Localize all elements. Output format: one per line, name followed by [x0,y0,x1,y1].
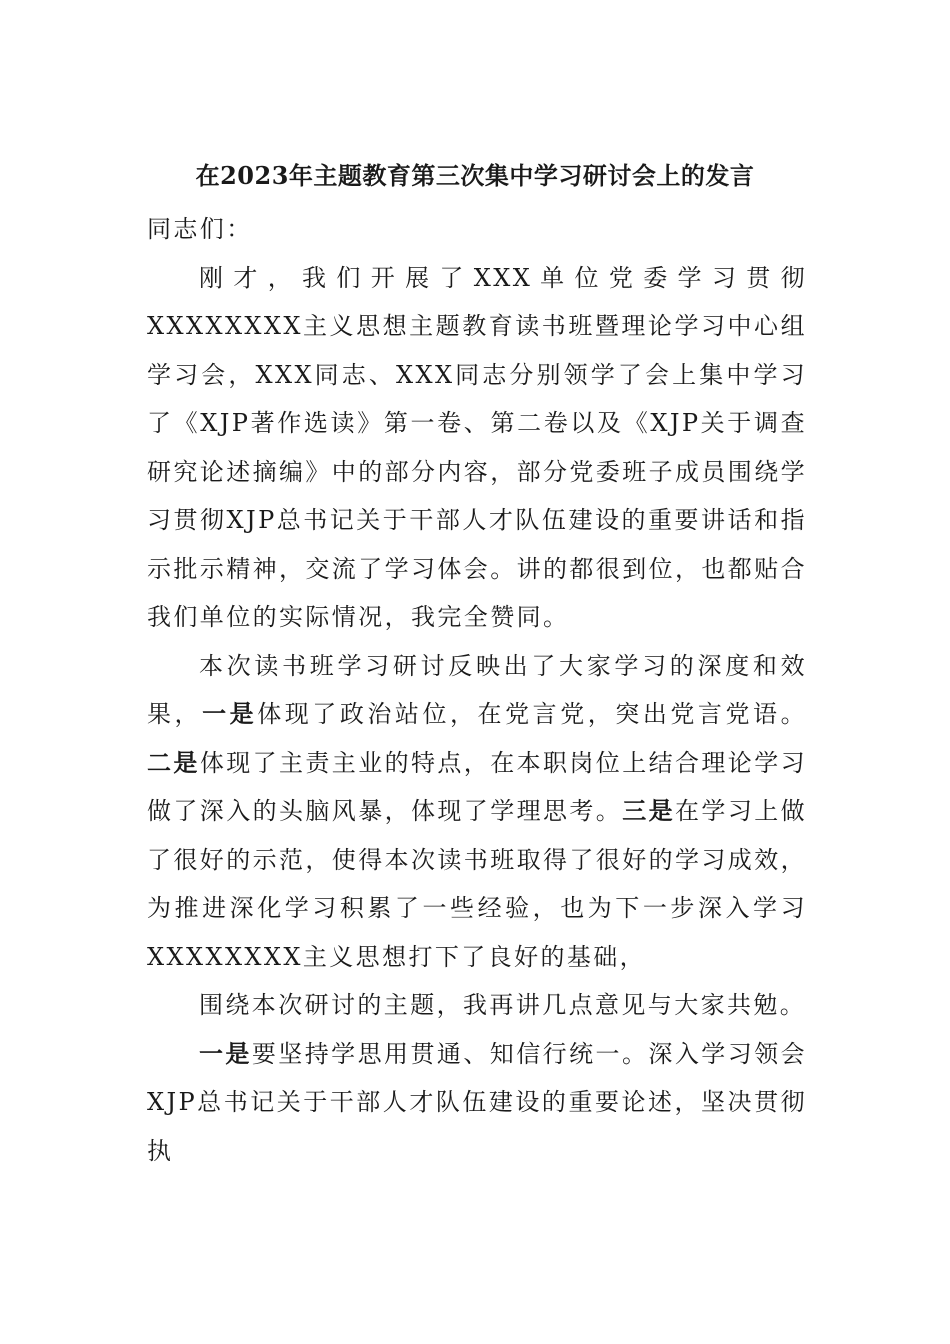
document-title: 在2023年主题教育第三次集中学习研讨会上的发言 [195,161,755,190]
paragraph-3 [147,981,807,1030]
emphasis-label: 一是 [202,699,258,728]
paragraph-text: 刚才，我们开展了XXX单位党委学习贯彻XXXXXXXX主义思想主题教育读书班暨理论学习中心组学习会，XXX同志、XXX同志分别领学了会上集中学习了《XJP著作选读》第一卷、第二卷以及《XJP关于调查研究论述摘编》中的部分内容，部分党委班子成员围绕学习贯彻XJP总书记关于干部人才队伍建设的重要讲话和指示批示精神，交流了学习体会。讲的都很到位，也都贴合我们单位的实际情况，我完全赞同。 [147,263,807,631]
document-body [147,205,807,1175]
paragraph-1 [147,254,807,642]
paragraph-text: 体现了主责主业的特点，在本职岗位上结合理论学习做了深入的头脑风暴，体现了学理思考。 [147,748,808,825]
paragraph-text: 在学习上做了很好的示范，使得本次读书班取得了很好的学习成效，为推进深化学习积累了一些经验，也为下一步深入学习XXXXXXXX主义思想打下了良好的基础， [147,797,808,971]
emphasis-label: 二是 [147,747,200,777]
paragraph-4 [147,1030,807,1176]
emphasis-label: 三是 [622,796,676,825]
paragraph-text: 围绕本次研讨的主题，我再讲几点意见与大家共勉。 [199,991,807,1019]
emphasis-label: 一是 [199,1038,252,1068]
salutation: 同志们： [147,215,253,243]
paragraph-text: 体现了政治站位，在党言党，突出党言党语。 [257,700,807,728]
paragraph-text: 本次读书班学习研讨反映出了大家学习的深度和效果， [147,651,807,728]
paragraph-2 [147,642,807,982]
paragraph-text: 要坚持学思用贯通、知信行统一。深入学习领会XJP总书记关于干部人才队伍建设的重要论述，坚决贯彻执 [147,1039,807,1165]
